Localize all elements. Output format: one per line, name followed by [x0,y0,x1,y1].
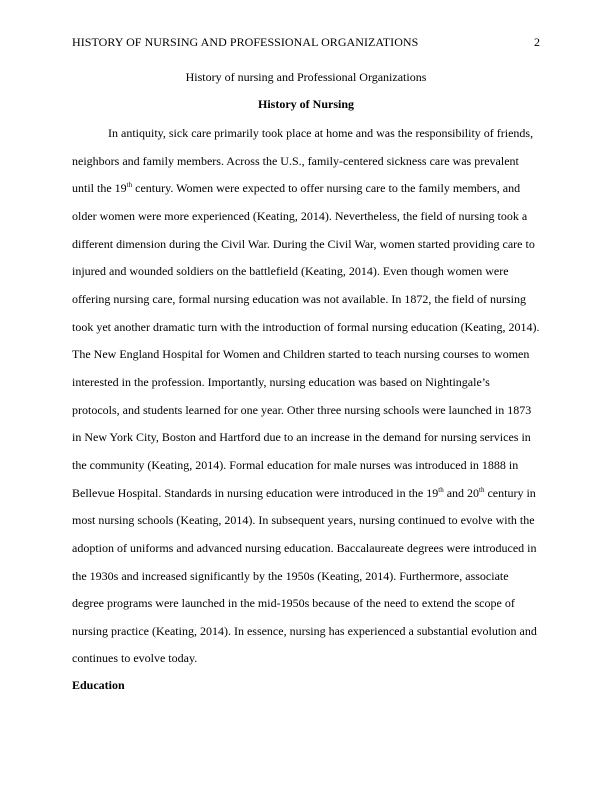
line-segment: Bellevue Hospital. Standards in nursing education were introduced in the 19 [72,486,439,500]
paragraph-line [72,181,520,195]
line-segment: century. Women were expected to offer nursing care to the family members, and [132,181,521,195]
paragraph-line: injured and wounded soldiers on the battlefield (Keating, 2014). Even though women were [72,264,509,278]
paragraph-line: nursing practice (Keating, 2014). In essence, nursing has experienced a substantial evolution and [72,624,537,638]
superscript-ordinal: th [438,486,444,494]
education-heading: Education [72,678,125,692]
line-segment: century in [484,486,536,500]
document-title: History of nursing and Professional Organizations [185,70,427,84]
paragraph-line: took yet another dramatic turn with the introduction of formal nursing education (Keating, 2014). [72,320,540,334]
line-segment: and 20 [443,486,480,500]
paragraph-line: offering nursing care, formal nursing education was not available. In 1872, the field of nursing [72,292,526,306]
paragraph-line: different dimension during the Civil War. During the Civil War, women started providing care to [72,237,535,251]
superscript-ordinal: th [126,181,133,189]
superscript-ordinal: th [479,486,485,494]
paragraph-line: degree programs were launched in the mid-1950s because of the need to extend the scope of [72,596,515,610]
page-number: 2 [534,35,540,49]
paragraph-line: the 1930s and increased significantly by the 1950s (Keating, 2014). Furthermore, associate [72,569,509,583]
line-segment: until the 19 [72,181,127,195]
paragraph-line: protocols, and students learned for one year. Other three nursing schools were launched in 1873 [72,403,532,417]
paragraph-line: continues to evolve today. [72,651,198,665]
running-head: HISTORY OF NURSING AND PROFESSIONAL ORGANIZATIONS [72,35,419,49]
paragraph-line [72,486,536,500]
paragraph-line: in New York City, Boston and Hartford due to an increase in the demand for nursing services in [72,430,531,444]
section-heading: History of Nursing [258,97,354,111]
paragraph-line: most nursing schools (Keating, 2014). In subsequent years, nursing continued to evolve with the [72,513,535,527]
paragraph-line: the community (Keating, 2014). Formal education for male nurses was introduced in 1888 in [72,458,519,472]
paragraph-line: The New England Hospital for Women and Children started to teach nursing courses to women [72,347,530,361]
paragraph-line: In antiquity, sick care primarily took place at home and was the responsibility of friends, [108,126,534,140]
paragraph-line: older women were more experienced (Keating, 2014). Nevertheless, the field of nursing took a [72,209,528,223]
paragraph-line: interested in the profession. Importantly, nursing education was based on Nightingale’s [72,375,490,389]
paragraph-line: adoption of uniforms and advanced nursing education. Baccalaureate degrees were introduced in [72,541,537,555]
paragraph-line: neighbors and family members. Across the U.S., family-centered sickness care was prevalent [72,154,519,168]
